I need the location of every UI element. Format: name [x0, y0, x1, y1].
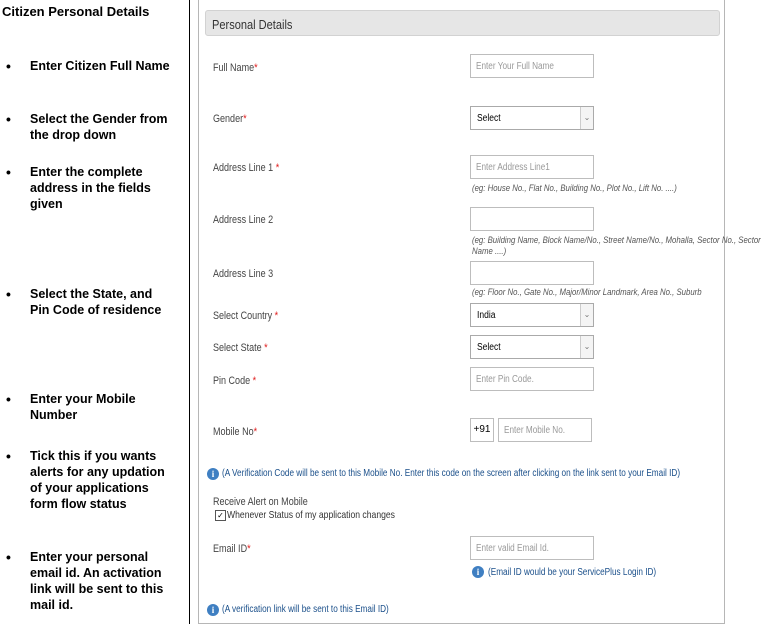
- pin-code-label: Pin Code *: [213, 375, 257, 387]
- instructions-panel: [0, 0, 190, 624]
- address-line2-hint: (eg: Building Name, Block Name/No., Street Name/No., Mohalla, Sector No., Sector: [472, 235, 761, 246]
- email-input[interactable]: Enter valid Email Id.: [470, 536, 594, 560]
- instruction-item: • Enter your Mobile Number: [30, 391, 170, 423]
- state-label: Select State *: [213, 342, 268, 354]
- address-line3-input[interactable]: [470, 261, 594, 285]
- info-icon: i: [207, 468, 219, 480]
- chevron-down-icon: ⌄: [580, 107, 593, 129]
- address-line1-label: Address Line 1 *: [213, 162, 280, 174]
- instruction-item: • Select the Gender from the drop down: [30, 111, 170, 143]
- pin-code-input[interactable]: Enter Pin Code.: [470, 367, 594, 391]
- address-line3-label: Address Line 3: [213, 268, 274, 280]
- address-line1-input[interactable]: Enter Address Line1: [470, 155, 594, 179]
- chevron-down-icon: ⌄: [580, 336, 593, 358]
- state-select[interactable]: Select ⌄: [470, 335, 594, 359]
- instruction-item: • Tick this if you wants alerts for any updation of your applications form flow status: [30, 448, 170, 512]
- verification-note: (A Verification Code will be sent to this Mobile No. Enter this code on the screen after clicking on the link sent to your Email ID): [222, 468, 681, 479]
- mobile-label: Mobile No*: [213, 426, 258, 438]
- alert-checkbox[interactable]: ✓: [215, 510, 226, 521]
- info-icon: i: [472, 566, 484, 578]
- gender-select[interactable]: Select ⌄: [470, 106, 594, 130]
- full-name-input[interactable]: Enter Your Full Name: [470, 54, 594, 78]
- email-label: Email ID*: [213, 543, 251, 555]
- address-line2-label: Address Line 2: [213, 214, 274, 226]
- country-select[interactable]: India ⌄: [470, 303, 594, 327]
- chevron-down-icon: ⌄: [580, 304, 593, 326]
- instruction-item: • Enter Citizen Full Name: [30, 58, 170, 74]
- address-line2-hint-cont: Name ....): [472, 246, 507, 257]
- email-note: (Email ID would be your ServicePlus Login ID): [488, 567, 657, 578]
- address-line3-hint: (eg: Floor No., Gate No., Major/Minor Landmark, Area No., Suburb: [472, 287, 702, 298]
- address-line1-hint: (eg: House No., Flat No., Building No., Plot No., Lift No. ....): [472, 183, 677, 194]
- panel-title: Personal Details: [212, 17, 293, 32]
- panel-header: [205, 10, 720, 36]
- info-icon: i: [207, 604, 219, 616]
- mobile-input[interactable]: Enter Mobile No.: [498, 418, 592, 442]
- gender-label: Gender*: [213, 113, 247, 125]
- alert-label: Receive Alert on Mobile: [213, 496, 308, 508]
- instruction-item: • Enter the complete address in the fields given: [30, 164, 170, 212]
- address-line2-input[interactable]: [470, 207, 594, 231]
- alert-checkbox-label: Whenever Status of my application changes: [227, 509, 395, 521]
- activation-note: (A verification link will be sent to this Email ID): [222, 604, 389, 615]
- mobile-prefix: +91: [470, 418, 494, 442]
- country-label: Select Country *: [213, 310, 279, 322]
- full-name-label: Full Name*: [213, 62, 258, 74]
- instructions-title: Citizen Personal Details: [2, 4, 150, 19]
- instruction-item: • Enter your personal email id. An activation link will be sent to this mail id.: [30, 549, 170, 613]
- instruction-item: • Select the State, and Pin Code of residence: [30, 286, 170, 318]
